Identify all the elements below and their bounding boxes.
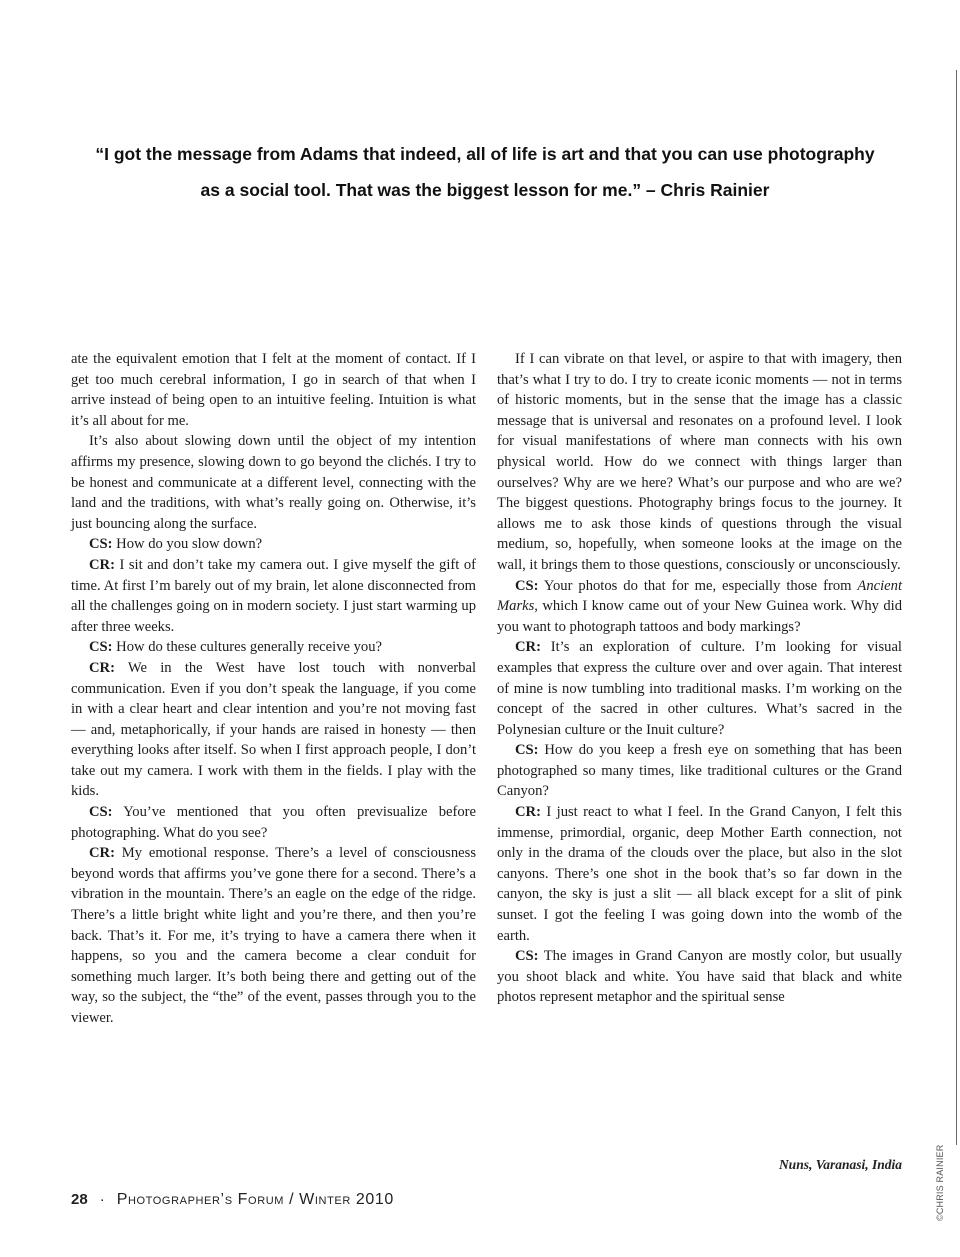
paragraph-text: , which I know came out of your New Guinea work. Why did you want to photograph tattoos and body markings? xyxy=(497,598,902,635)
interview-question xyxy=(71,802,476,843)
pull-quote-line-1: “I got the message from Adams that indeed, all of life is art and that you can use photography xyxy=(95,144,875,164)
paragraph-text: If I can vibrate on that level, or aspire to that with imagery, then that’s what I try to do. I try to create iconic moments — not in terms of historic moments, but in the sense that the image has a classic message that is universal and resonates on a profound level. I look for visual manifestations of where man connects with his own physical world. How do we connect with things larger than ourselves? Why are we here? What’s our purpose and who are we? The biggest questions. Photography brings focus to the journey. It allows me to ask those kinds of questions through the visual medium, so, hopefully, when someone looks at the image on the wall, it brings them to those questions, consciously or unconsciously. xyxy=(497,351,902,573)
paragraph-text: ate the equivalent emotion that I felt at the moment of contact. If I get too much cerebral information, I go in search of that when I arrive instead of being open to an intuitive feeling. Intuition is what it’s all about for me. xyxy=(71,351,476,429)
speaker-label: CS: xyxy=(89,639,113,656)
interview-question xyxy=(497,946,902,1008)
interview-question xyxy=(71,534,476,555)
photo-credit xyxy=(935,1143,947,1223)
paragraph xyxy=(71,349,476,431)
pull-quote-line-2: as a social tool. That was the biggest lesson for me.” – Chris Rainier xyxy=(200,180,770,200)
photo-caption: Nuns, Varanasi, India xyxy=(778,1157,902,1172)
speaker-label: CS: xyxy=(515,948,539,965)
right-column xyxy=(497,349,902,1008)
interview-question xyxy=(71,637,476,658)
interview-answer xyxy=(71,843,476,1028)
speaker-label: CR: xyxy=(89,845,115,862)
paragraph-text: How do you keep a fresh eye on something that has been photographed so many times, like traditional cultures or the Grand Canyon? xyxy=(497,742,902,800)
paragraph-text: Your photos do that for me, especially those from xyxy=(538,577,858,594)
speaker-label: CR: xyxy=(515,804,541,821)
interview-question xyxy=(497,740,902,802)
interview-answer xyxy=(71,658,476,802)
page-footer xyxy=(71,1191,394,1209)
paragraph-text: You’ve mentioned that you often previsualize before photographing. What do you see? xyxy=(71,804,476,841)
interview-question xyxy=(497,576,902,638)
speaker-label: CR: xyxy=(89,659,115,676)
paragraph xyxy=(71,431,476,534)
page-number: 28 xyxy=(71,1191,88,1208)
photo-credit-text: ©CHRIS RAINIER xyxy=(935,1144,945,1221)
publication-name: Photographer’s Forum / Winter 2010 xyxy=(116,1191,394,1208)
speaker-label: CS: xyxy=(515,742,539,759)
paragraph xyxy=(497,349,902,576)
paragraph-text: We in the West have lost touch with nonverbal communication. Even if you don’t speak the language, if you come in with a clear heart and clear intention and you’re not moving fast — and, metaphorically, if your hands are raised in honesty — then everything looks after itself. So when I first approach people, I don’t take out my camera. I work with them in the fields. I play with the kids. xyxy=(71,659,476,800)
paragraph-text: I sit and don’t take my camera out. I give myself the gift of time. At first I’m barely out of my brain, let alone disconnected from all the challenges going on in modern society. I just start warming up after three weeks. xyxy=(71,556,476,635)
left-column xyxy=(71,349,476,1029)
interview-answer xyxy=(71,555,476,637)
speaker-label: CR: xyxy=(515,639,541,656)
speaker-label: CS: xyxy=(89,536,113,553)
speaker-label: CS: xyxy=(89,804,113,821)
paragraph-text: It’s also about slowing down until the object of my intention affirms my presence, slowing down to go beyond the clichés. I try to be honest and communicate at a different level, connecting with the land and the traditions, with what’s really going on. Otherwise, it’s just bouncing along the surface. xyxy=(71,433,476,532)
paragraph-text: How do these cultures generally receive you? xyxy=(112,639,382,656)
photo-edge-rule xyxy=(956,70,957,1145)
paragraph-text: How do you slow down? xyxy=(112,536,263,553)
paragraph-text: I just react to what I feel. In the Grand Canyon, I felt this immense, primordial, organic, deep Mother Earth connection, not only in the drama of the clouds over the place, but also in the slot canyons. There’s one shot in the book that’s so far down in the canyon, the sky is just a slit — all black except for a slit of pink sunset. I got the feeling I was going down into the womb of the earth. xyxy=(497,804,902,944)
interview-answer xyxy=(497,637,902,740)
book-title: Ancient Marks xyxy=(497,577,902,615)
pull-quote xyxy=(60,136,910,208)
speaker-label: CS: xyxy=(515,577,539,594)
paragraph-text: The images in Grand Canyon are mostly color, but usually you shoot black and white. You have said that black and white photos represent metaphor and the spiritual sense xyxy=(497,948,902,1006)
paragraph-text: My emotional response. There’s a level of consciousness beyond words that affirms you’ve gone there for a second. There’s a vibration in the mountain. There’s an eagle on the edge of the ridge. There’s a little bright white light and you’re there, and then you’re back. That’s it. For me, it’s trying to have a camera there when it happens, so you and the camera become a clear conduit for something much larger. It’s both being there and getting out of the way, so the subject, the “the” of the event, passes through you to the viewer. xyxy=(71,845,476,1026)
speaker-label: CR: xyxy=(89,556,115,573)
interview-answer xyxy=(497,802,902,946)
footer-separator: · xyxy=(99,1191,105,1208)
paragraph-text: It’s an exploration of culture. I’m looking for visual examples that express the culture over and over again. That interest of mine is now tumbling into traditional masks. I’m working on the concept of the sacred in other cultures. What’s sacred in the Polynesian culture or the Inuit culture? xyxy=(497,639,902,738)
